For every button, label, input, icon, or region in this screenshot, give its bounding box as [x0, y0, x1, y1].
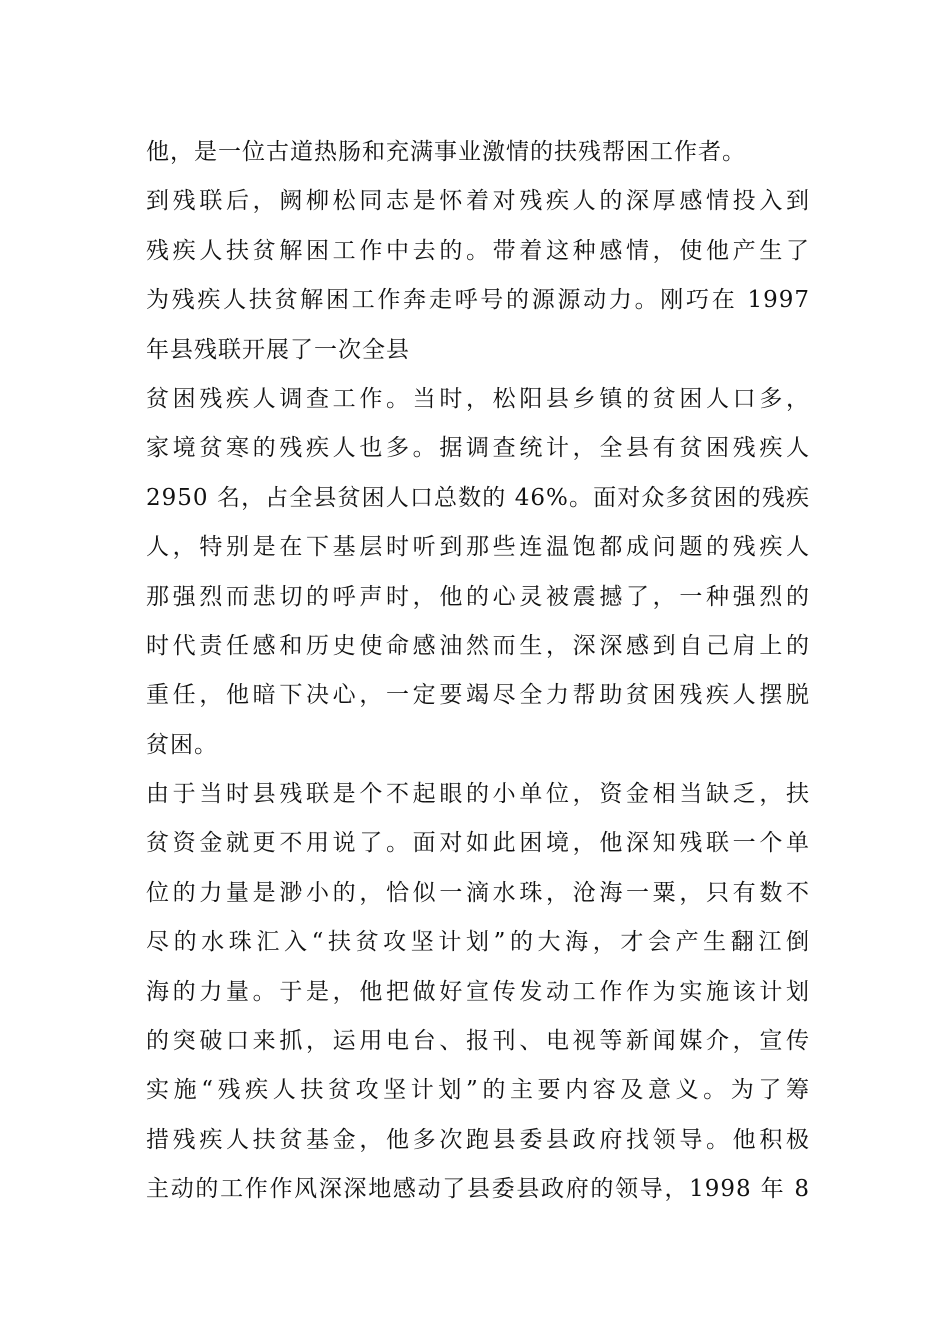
text-line: 的突破口来抓，运用电台、报刊、电视等新闻媒介，宣传	[146, 1028, 810, 1055]
text-line: 由于当时县残联是个不起眼的小单位，资金相当缺乏，扶	[146, 781, 810, 808]
text-line: 位的力量是渺小的，恰似一滴水珠，沧海一粟，只有数不	[146, 879, 810, 906]
text-line: 他，是一位古道热肠和充满事业激情的扶残帮困工作者。	[146, 139, 746, 165]
text-line: 家境贫寒的残疾人也多。据调查统计，全县有贫困残疾人	[146, 435, 810, 462]
text-line: 到残联后，阙柳松同志是怀着对残疾人的深厚感情投入到	[146, 188, 810, 215]
text-line: 尽的水珠汇入“扶贫攻坚计划”的大海，才会产生翻江倒	[146, 929, 810, 956]
text-line: 残疾人扶贫解困工作中去的。带着这种感情，使他产生了	[146, 237, 810, 264]
text-line: 人，特别是在下基层时听到那些连温饱都成问题的残疾人	[146, 534, 810, 561]
body-text	[146, 128, 810, 1215]
text-line: 措残疾人扶贫基金，他多次跑县委县政府找领导。他积极	[146, 1126, 810, 1153]
text-line: 贫资金就更不用说了。面对如此困境，他深知残联一个单	[146, 830, 810, 857]
text-line: 海的力量。于是，他把做好宣传发动工作作为实施该计划	[146, 978, 810, 1005]
text-line: 贫困残疾人调查工作。当时，松阳县乡镇的贫困人口多，	[146, 385, 810, 412]
text-line: 时代责任感和历史使命感油然而生，深深感到自己肩上的	[146, 632, 810, 659]
text-line: 重任，他暗下决心，一定要竭尽全力帮助贫困残疾人摆脱	[146, 682, 810, 709]
text-line: 为残疾人扶贫解困工作奔走呼号的源源动力。刚巧在 1997	[146, 287, 810, 314]
text-line: 那强烈而悲切的呼声时，他的心灵被震撼了，一种强烈的	[146, 583, 810, 610]
text-line: 2950 名，占全县贫困人口总数的 46%。面对众多贫困的残疾	[146, 484, 810, 511]
text-line: 主动的工作作风深深地感动了县委县政府的领导，1998 年 8	[146, 1176, 810, 1203]
text-line: 年县残联开展了一次全县	[146, 336, 410, 363]
text-line: 实施“残疾人扶贫攻坚计划”的主要内容及意义。为了筹	[146, 1077, 810, 1104]
text-line: 贫困。	[146, 731, 218, 758]
